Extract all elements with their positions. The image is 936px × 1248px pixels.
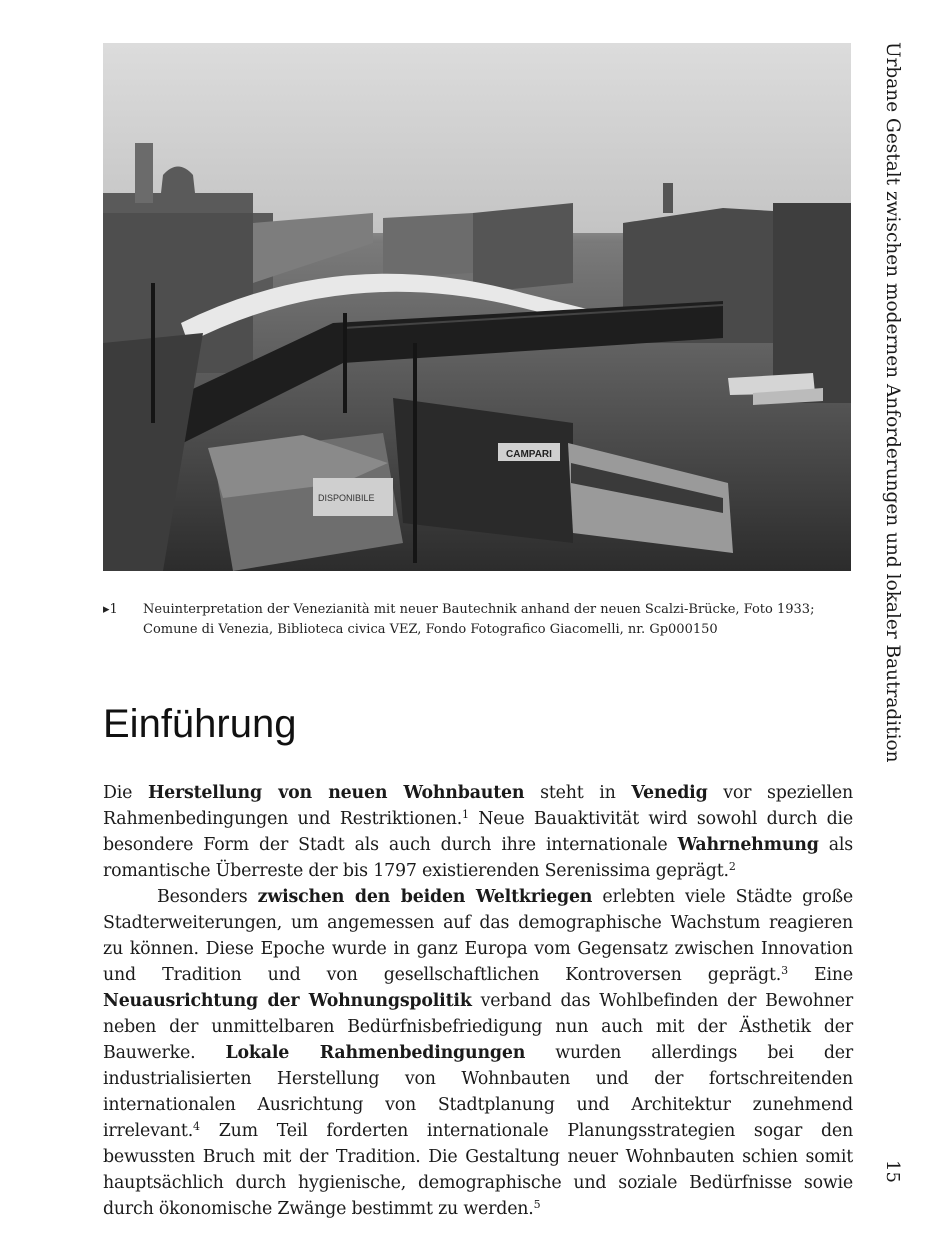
bold-term: Neuausrichtung der Wohnungspolitik	[103, 991, 472, 1011]
bold-term: zwischen den beiden Weltkriegen	[257, 887, 593, 907]
bold-term: Wahrnehmung	[677, 835, 819, 855]
figure-caption	[103, 600, 848, 640]
footnote-ref[interactable]: 4	[193, 1120, 200, 1133]
caption-line-2: Comune di Venezia, Biblioteca civica VEZ, Fondo Fotografico Giacomelli, nr. Gp000150	[143, 622, 718, 637]
figure-photo	[103, 43, 851, 571]
caption-line-1: Neuinterpretation der Venezianità mit neuer Bautechnik anhand der neuen Scalzi-Brücke, Foto 1933;	[143, 602, 815, 617]
text-run: Besonders	[157, 887, 258, 907]
caption-number: ▸1	[103, 602, 118, 617]
text-run: erlebten viele Städte große Stadterweiterungen, um angemessen auf das demographische Wachstum reagieren zu können. Diese Epoche wurde in ganz Europa vom Gegensatz zwischen Innovation und Tradition und von gesellschaftlichen Kontroversen geprägt.	[103, 887, 853, 985]
paragraph-2	[103, 884, 853, 1222]
text-run: Neue Bauaktivität wird sowohl durch die besondere Form der Stadt als auch durch ihre internationale	[103, 809, 853, 855]
text-run: verband das Wohlbefinden der Bewohner neben der unmittelbaren Bedürfnisbefriedigung nun auch mit der Ästhetik der Bauwerke.	[103, 991, 853, 1063]
bold-term: Venedig	[631, 783, 708, 803]
footnote-ref[interactable]: 5	[533, 1198, 541, 1211]
text-run: Eine	[787, 965, 853, 985]
campari-sign: CAMPARI	[506, 449, 552, 460]
section-heading: Einführung	[103, 702, 297, 746]
bold-term: Herstellung von neuen Wohnbauten	[147, 783, 525, 803]
footnote-ref[interactable]: 3	[781, 964, 788, 977]
text-run: Zum Teil forderten internationale Planungsstrategien sogar den bewussten Bruch mit der Tradition. Die Gestaltung neuer Wohnbauten schien somit hauptsächlich durch hygienische, demographische und soziale Bedürfnisse sowie durch ökonomische Zwänge bestimmt zu werden.	[103, 1121, 853, 1219]
body-text	[103, 780, 853, 1222]
footnote-ref[interactable]: 2	[728, 860, 736, 873]
page-number: 15	[882, 1160, 903, 1183]
text-run: als romantische Überreste der bis 1797 existierenden Serenissima geprägt.	[103, 835, 853, 881]
paragraph-1	[103, 780, 853, 884]
running-head: Urbane Gestalt zwischen modernen Anforderungen und lokaler Bautradition	[882, 42, 903, 763]
text-run: vor speziellen Rahmenbedingungen und Restriktionen.	[103, 783, 853, 829]
footnote-ref[interactable]: 1	[462, 808, 469, 821]
bold-term: Lokale Rahmenbedingungen	[225, 1043, 526, 1063]
text-run: steht in	[524, 783, 632, 803]
disponibile-sign: DISPONIBILE	[318, 493, 375, 503]
text-run: wurden allerdings bei der industrialisierten Herstellung von Wohnbauten und der fortschreitenden internationalen Ausrichtung von Stadtplanung und Architektur zunehmend irrelevant.	[103, 1043, 853, 1141]
text-run: Die	[103, 783, 148, 803]
